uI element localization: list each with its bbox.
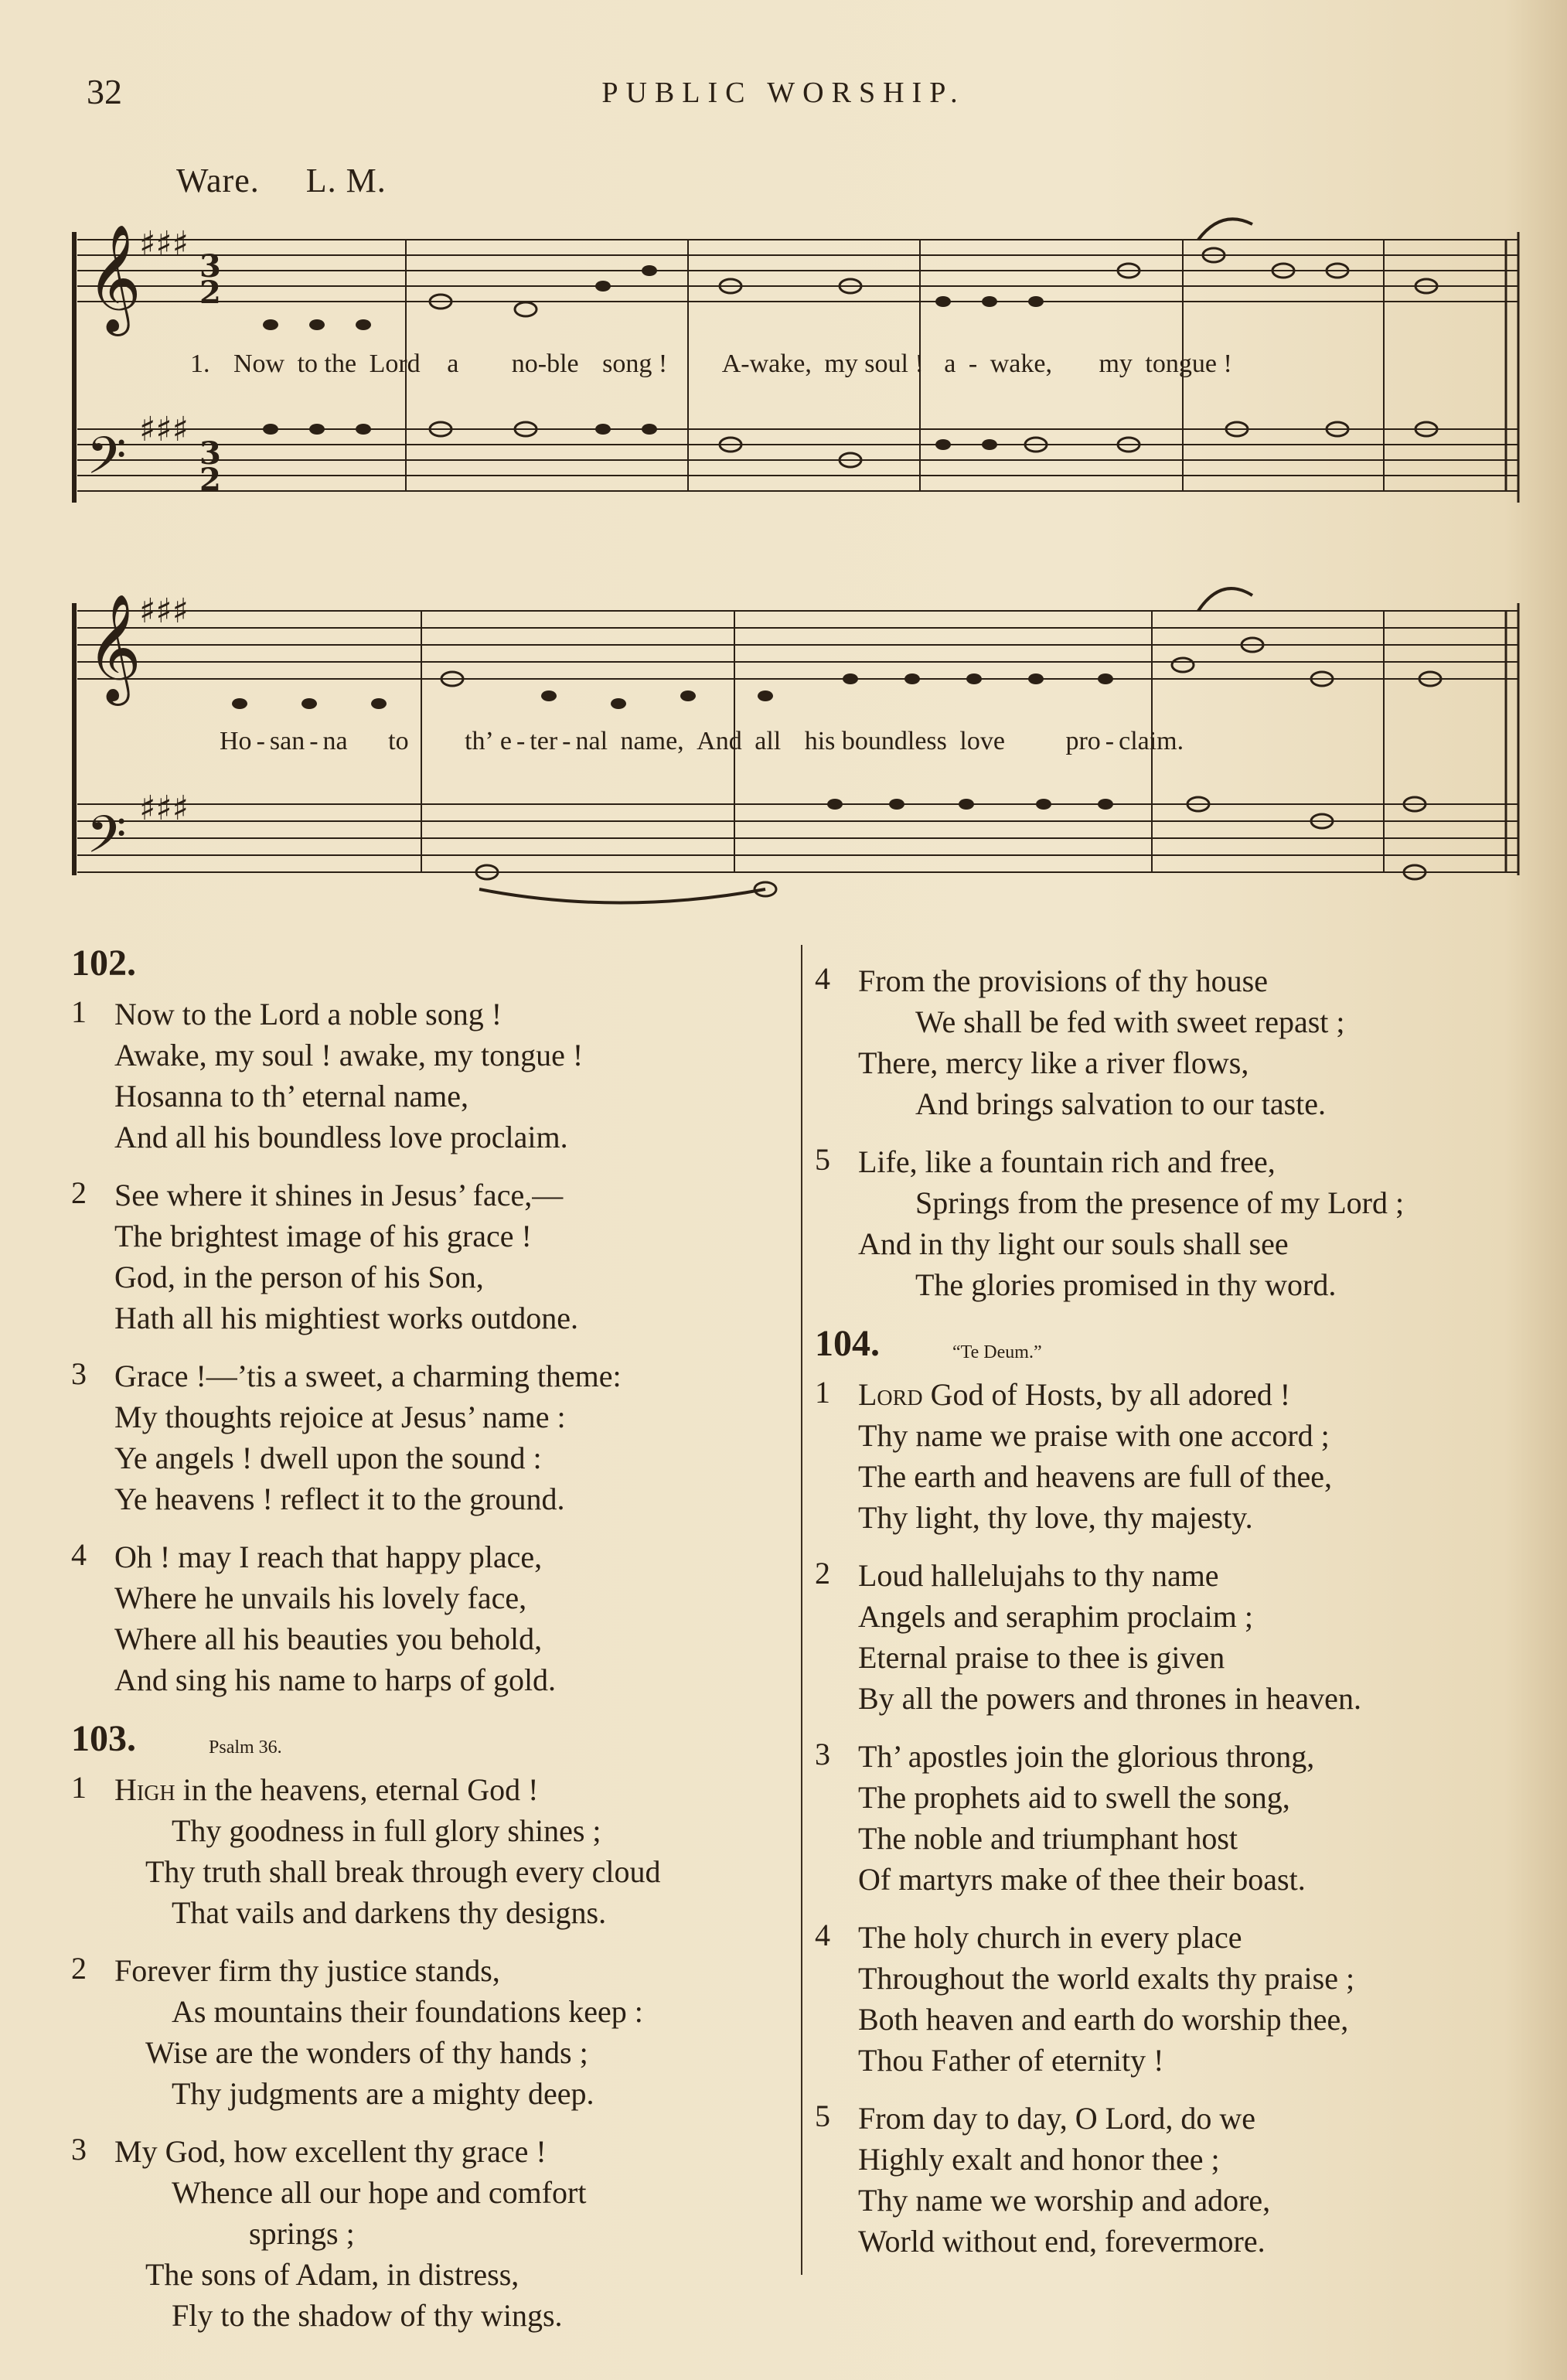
- first-word: High: [114, 1772, 175, 1807]
- verse-line: Oh ! may I reach that happy place,: [114, 1539, 543, 1574]
- verse-line: Life, like a fountain rich and free,: [858, 1144, 1276, 1179]
- lyric-syllable: to the: [297, 349, 357, 378]
- lyric-syllable: love: [959, 727, 1005, 755]
- verse-line: springs ;: [249, 2216, 355, 2251]
- verse-line: Loud hallelujahs to thy name: [858, 1558, 1219, 1593]
- svg-text:2: 2: [199, 462, 221, 498]
- treble-clef-icon: 𝄞: [87, 594, 141, 701]
- lyric-syllable: -: [1105, 727, 1115, 755]
- lyric-syllable: Lord: [369, 349, 421, 378]
- verse-line: Now to the Lord a noble song !: [114, 997, 502, 1031]
- verse-line: Where all his beauties you behold,: [114, 1621, 543, 1656]
- verse-line: The prophets aid to swell the song,: [858, 1780, 1290, 1815]
- verse-line: Throughout the world exalts thy praise ;: [858, 1961, 1355, 1996]
- lyric-syllable: A-wake,: [721, 349, 812, 378]
- lyric-syllable: ter: [530, 727, 558, 755]
- verse-line: Hath all his mightiest works outdone.: [114, 1301, 578, 1335]
- verse-line: Fly to the shadow of thy wings.: [172, 2298, 563, 2333]
- lyric-syllable: a: [944, 349, 956, 378]
- hymn-number: 102.: [71, 943, 136, 984]
- lyric-syllable: 1.: [190, 349, 210, 378]
- treble-staff-1: [77, 240, 1518, 302]
- verse-text: God of Hosts, by all adored !: [922, 1377, 1291, 1412]
- verse-line: Wise are the wonders of thy hands ;: [145, 2035, 588, 2070]
- verse-line: Forever firm thy justice stands,: [114, 1953, 500, 1988]
- stanza: [71, 1536, 798, 1700]
- lyric-syllable: claim.: [1119, 727, 1184, 755]
- lyric-syllable: my soul !: [824, 349, 924, 378]
- lyric-syllable: a: [447, 349, 459, 378]
- verse-line: That vails and darkens thy designs.: [172, 1895, 607, 1930]
- verse-line: My God, how excellent thy grace !: [114, 2134, 547, 2169]
- verse-line: Eternal praise to thee is given: [858, 1640, 1225, 1675]
- stanza-number: 1: [71, 994, 87, 1029]
- verse-line: Ye heavens ! reflect it to the ground.: [114, 1482, 565, 1516]
- verse-line: The holy church in every place: [858, 1920, 1242, 1955]
- first-word: Lord: [858, 1377, 923, 1412]
- hymn-102: [71, 942, 798, 1700]
- hymn-number: 104.: [815, 1323, 880, 1364]
- sharp-icon: ♯♯♯: [139, 592, 189, 631]
- verse-line: From the provisions of thy house: [858, 963, 1268, 998]
- verse-line: Ye angels ! dwell upon the sound :: [114, 1441, 542, 1475]
- slur: [479, 889, 765, 903]
- treble-staff-2: [77, 611, 1518, 679]
- stanza: [71, 994, 798, 1158]
- stanza: [815, 960, 1541, 1124]
- lyric-syllable: nal: [575, 727, 608, 755]
- verse-line: My thoughts rejoice at Jesus’ name :: [114, 1400, 566, 1434]
- verse-line: There, mercy like a river flows,: [858, 1045, 1249, 1080]
- lyric-syllable: Now: [233, 349, 285, 378]
- verse-line: The noble and triumphant host: [858, 1821, 1238, 1856]
- verse-line: [815, 1374, 1541, 1415]
- svg-text:3: 3: [199, 435, 221, 472]
- stanza: [71, 1950, 798, 2114]
- verse-line: Thy truth shall break through every cloud: [145, 1854, 661, 1889]
- verse-line: Of martyrs make of thee their boast.: [858, 1862, 1306, 1897]
- verse-line: The earth and heavens are full of thee,: [858, 1459, 1333, 1494]
- verse-line: World without end, forevermore.: [858, 2224, 1266, 2259]
- verse-line: From day to day, O Lord, do we: [858, 2101, 1255, 2136]
- verse-line: Thy name we praise with one accord ;: [858, 1418, 1330, 1453]
- stanza: [71, 1175, 798, 1338]
- stanza-number: 5: [815, 2099, 830, 2133]
- lyric-syllable: san: [269, 727, 305, 755]
- bass-clef-icon: 𝄢: [87, 426, 127, 498]
- verse-line: The glories promised in thy word.: [915, 1267, 1337, 1302]
- verse-line: Highly exalt and honor thee ;: [858, 2142, 1220, 2177]
- page-number: 32: [87, 72, 122, 111]
- lyric-syllable: all: [755, 727, 782, 755]
- lyric-syllable: wake,: [990, 349, 1052, 378]
- verse-line: Thy judgments are a mighty deep.: [172, 2076, 594, 2111]
- verse-line: Whence all our hope and comfort: [172, 2175, 587, 2210]
- verse-line: The brightest image of his grace !: [114, 1219, 532, 1253]
- bass-staff-2: [77, 804, 1518, 872]
- stanza-number: 4: [815, 961, 830, 996]
- stanza: [815, 1141, 1541, 1305]
- stanza-number: 3: [71, 2132, 87, 2167]
- treble-clef-icon: 𝄞: [87, 224, 141, 332]
- bass-staff-1: [77, 429, 1518, 491]
- verse-line: See where it shines in Jesus’ face,—: [114, 1178, 564, 1212]
- verse-line: Where he unvails his lovely face,: [114, 1580, 527, 1615]
- verse-text: in the heavens, eternal God !: [175, 1772, 539, 1807]
- stanza: [815, 1917, 1541, 2081]
- verse-line: And brings salvation to our taste.: [915, 1086, 1327, 1121]
- verse-line: And sing his name to harps of gold.: [114, 1662, 557, 1697]
- lyric-syllable: no-ble: [511, 349, 579, 378]
- music-score: [0, 0, 1567, 928]
- verse-line: Awake, my soul ! awake, my tongue !: [114, 1038, 584, 1072]
- lyric-syllable: to: [388, 727, 409, 755]
- stanza-number: 5: [815, 1142, 830, 1177]
- svg-text:3: 3: [199, 248, 221, 285]
- tune-name: Ware.: [176, 162, 260, 199]
- verse-line: And in thy light our souls shall see: [858, 1226, 1289, 1261]
- lyric-syllable: th’: [465, 727, 494, 755]
- verse-line: As mountains their foundations keep :: [172, 1994, 643, 2029]
- hymn-104: [815, 1322, 1541, 2262]
- bass-clef-icon: 𝄢: [87, 805, 127, 877]
- stanza-number: 3: [815, 1737, 830, 1771]
- lyric-syllable: name,: [620, 727, 684, 755]
- verse-line: The sons of Adam, in distress,: [145, 2257, 519, 2292]
- stanza-number: 4: [71, 1537, 87, 1572]
- lyric-syllable: song !: [602, 349, 668, 378]
- verse-line: Thy name we worship and adore,: [858, 2183, 1271, 2218]
- lyric-syllable: tongue !: [1145, 349, 1232, 378]
- stanza: [815, 1555, 1541, 1719]
- sharp-icon: ♯♯♯: [139, 789, 189, 828]
- stanza: [815, 2098, 1541, 2262]
- verse-line: And all his boundless love proclaim.: [114, 1120, 568, 1154]
- lyric-syllable: na: [322, 727, 348, 755]
- sharp-icon: ♯♯♯: [139, 410, 189, 449]
- stanza: [71, 2131, 798, 2336]
- column-divider: [801, 945, 802, 2275]
- lyric-syllable: his boundless: [804, 727, 947, 755]
- lyric-syllable: And: [697, 727, 742, 755]
- hymn-number: 103.: [71, 1718, 136, 1759]
- verse-line: Springs from the presence of my Lord ;: [915, 1185, 1405, 1220]
- stanza-number: 3: [71, 1356, 87, 1391]
- lyric-syllable: -: [968, 349, 978, 378]
- verse-line: God, in the person of his Son,: [114, 1260, 484, 1294]
- lyric-syllable: -: [256, 727, 265, 755]
- verse-line: Both heaven and earth do worship thee,: [858, 2002, 1349, 2037]
- svg-text:2: 2: [199, 274, 221, 311]
- lyric-line-2: [220, 727, 1184, 756]
- verse-line: Thy goodness in full glory shines ;: [172, 1813, 601, 1848]
- lyric-syllable: Ho: [220, 727, 252, 755]
- lyric-syllable: -: [516, 727, 526, 755]
- verse-line: Angels and seraphim proclaim ;: [858, 1599, 1253, 1634]
- stanza-number: 1: [71, 1770, 87, 1805]
- stanza-number: 2: [71, 1175, 87, 1210]
- lyric-syllable: -: [562, 727, 571, 755]
- verse-line: By all the powers and thrones in heaven.: [858, 1681, 1361, 1716]
- stanza: [815, 1736, 1541, 1900]
- verse-line: Thou Father of eternity !: [858, 2043, 1164, 2078]
- verse-line: [71, 1769, 798, 1810]
- hymn-103: [71, 1717, 798, 2336]
- noteheads-2: [232, 638, 1441, 896]
- stanza-number: 2: [71, 1951, 87, 1986]
- sharp-icon: ♯♯♯: [139, 224, 189, 264]
- verse-line: Hosanna to th’ eternal name,: [114, 1079, 468, 1113]
- lyric-syllable: pro: [1065, 727, 1101, 755]
- running-head: PUBLIC WORSHIP.: [601, 77, 966, 109]
- lyric-syllable: my: [1099, 349, 1133, 378]
- verse-line: We shall be fed with sweet repast ;: [915, 1004, 1345, 1039]
- stanza-number: 2: [815, 1556, 830, 1591]
- stanza: [71, 1355, 798, 1519]
- hymn-subtitle: “Te Deum.”: [952, 1342, 1042, 1362]
- stanza: [815, 1374, 1541, 1538]
- lyric-syllable: -: [309, 727, 319, 755]
- verse-line: Grace !—’tis a sweet, a charming theme:: [114, 1359, 622, 1393]
- stanza: [71, 1769, 798, 1933]
- left-column: [71, 942, 798, 2353]
- stanza-number: 1: [815, 1375, 830, 1410]
- stanza-number: 4: [815, 1918, 830, 1952]
- verse-line: Th’ apostles join the glorious throng,: [858, 1739, 1315, 1774]
- slur-top: [1198, 219, 1252, 240]
- lyric-line-1: [190, 349, 1232, 379]
- right-column: [815, 951, 1541, 2279]
- tune-meter: L. M.: [305, 162, 387, 199]
- lyric-syllable: e: [499, 727, 512, 755]
- hymn-subtitle: Psalm 36.: [209, 1737, 282, 1758]
- verse-line: Thy light, thy love, thy majesty.: [858, 1500, 1253, 1535]
